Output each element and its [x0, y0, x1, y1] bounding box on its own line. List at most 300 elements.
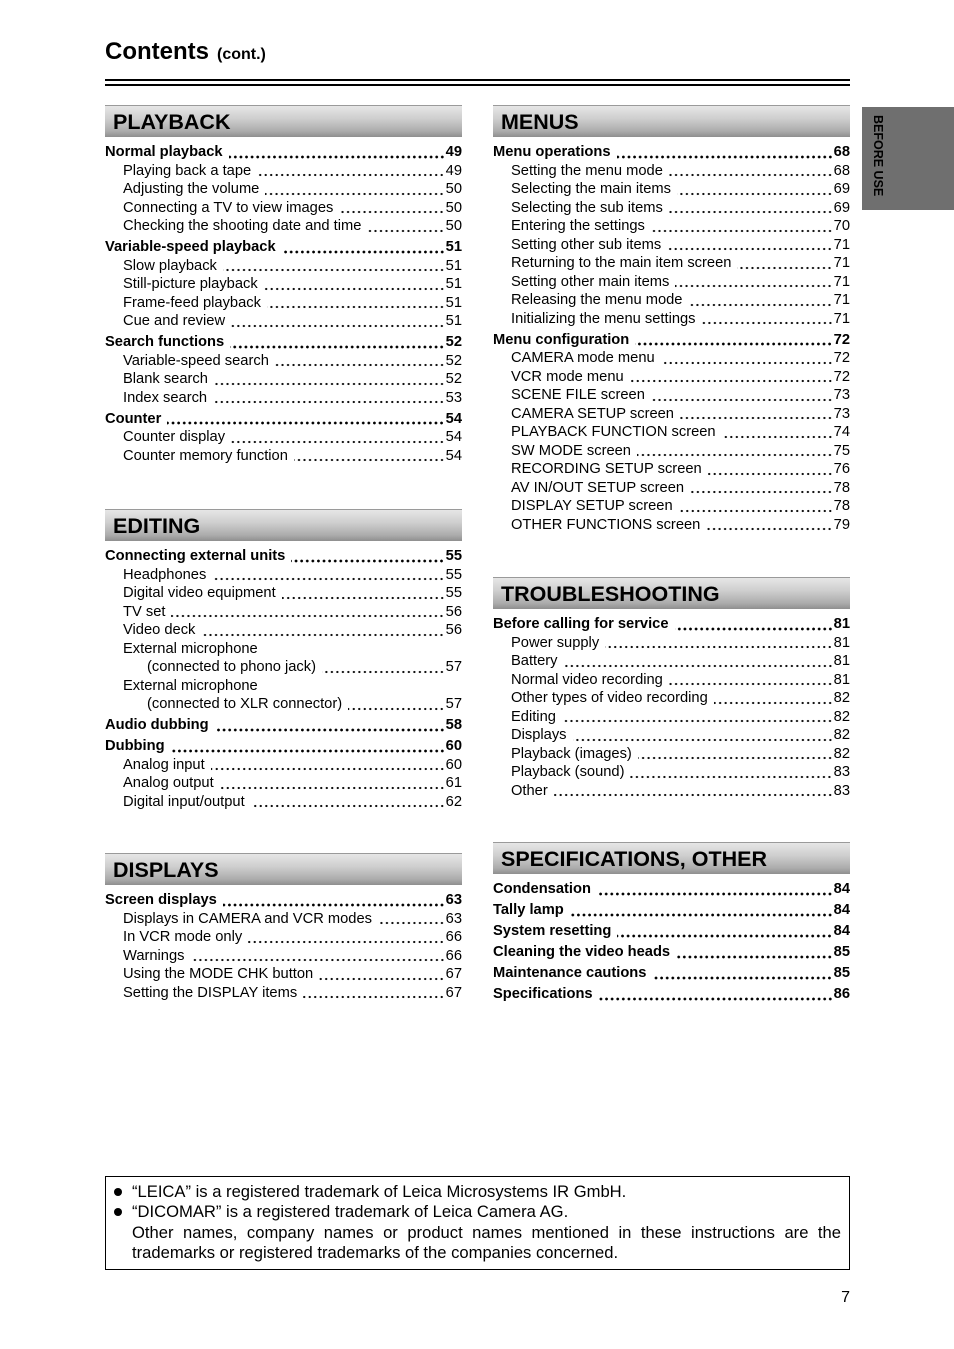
- entry-label: Cleaning the video heads: [493, 944, 671, 960]
- toc-sub-entry: [105, 603, 462, 622]
- dot-leader: [201, 621, 444, 640]
- toc-main-entry: [105, 143, 462, 162]
- dot-leader: [348, 695, 445, 714]
- dot-leader: [638, 745, 833, 764]
- toc-sub-entry: [493, 442, 850, 461]
- dot-leader: [229, 143, 445, 162]
- entry-page-number: 83: [833, 782, 850, 799]
- toc-main-entry: [493, 964, 850, 983]
- entry-page-number: 60: [445, 738, 462, 754]
- page-number: 7: [841, 1289, 850, 1306]
- entry-row: [105, 737, 462, 756]
- toc-sub-entry: [493, 291, 850, 310]
- entry-label: OTHER FUNCTIONS screen: [511, 516, 701, 533]
- toc-sub-entry: [493, 273, 850, 292]
- entry-label: Headphones: [123, 566, 207, 583]
- entry-row: [105, 793, 462, 812]
- toc-sub-entry: [105, 352, 462, 371]
- entry-row: [493, 652, 850, 671]
- toc-sub-entry: [105, 621, 462, 640]
- toc-sub-entry: [105, 965, 462, 984]
- entry-row: [105, 621, 462, 640]
- entry-row: [493, 782, 850, 801]
- dot-leader: [223, 257, 445, 276]
- entry-label: SW MODE screen: [511, 442, 631, 459]
- entry-label: Slow playback: [123, 257, 217, 274]
- entry-row: [493, 143, 850, 162]
- entry-label: In VCR mode only: [123, 929, 243, 945]
- entry-list: [493, 143, 850, 534]
- section-heading: DISPLAYS: [113, 858, 219, 882]
- entry-row: [493, 291, 850, 310]
- entry-row: [493, 254, 850, 273]
- dot-leader: [690, 479, 833, 498]
- entry-page-number: 76: [833, 461, 850, 477]
- toc-sub-entry: [493, 652, 850, 671]
- entry-label: Variable-speed playback: [105, 239, 276, 255]
- toc-sub-entry: [105, 774, 462, 793]
- entry-row: [105, 716, 462, 735]
- entry-page-number: 82: [833, 727, 850, 743]
- entry-page-number: 68: [833, 162, 850, 179]
- entry-page-number: 82: [833, 690, 850, 706]
- dot-leader: [213, 389, 445, 408]
- entry-page-number: 55: [445, 566, 462, 583]
- entry-label: Video deck: [123, 622, 196, 638]
- entry-row: [105, 217, 462, 236]
- toc-sub-entry: [105, 275, 462, 294]
- page-title: [105, 38, 266, 69]
- entry-page-number: 52: [445, 334, 462, 350]
- entry-label: Setting other sub items: [511, 236, 662, 253]
- entry-page-number: 72: [833, 368, 850, 385]
- section-heading-bar: [105, 105, 462, 137]
- dot-leader: [675, 615, 833, 634]
- entry-label: External microphone: [123, 677, 258, 694]
- toc-sub-entry: [493, 634, 850, 653]
- toc-sub-entry: [105, 389, 462, 408]
- entry-row: [493, 405, 850, 424]
- dot-leader: [291, 547, 444, 566]
- entry-label: Condensation: [493, 881, 591, 897]
- dot-leader: [303, 984, 444, 1003]
- entry-label: Displays: [511, 727, 567, 743]
- toc-sub-entry: [105, 793, 462, 812]
- section-heading-bar: [493, 105, 850, 137]
- dot-leader: [562, 708, 833, 727]
- entry-label: CAMERA mode menu: [511, 350, 655, 366]
- entry-label: Before calling for service: [493, 616, 669, 632]
- entry-row: [493, 943, 850, 962]
- chapter-tab-label: BEFORE USE: [871, 115, 885, 197]
- dot-leader: [212, 566, 444, 585]
- entry-label: Selecting the sub items: [511, 199, 663, 216]
- page-title-text: Contents: [105, 38, 209, 65]
- dot-leader: [214, 370, 445, 389]
- entry-row: [105, 199, 462, 218]
- entry-row: [493, 442, 850, 461]
- toc-sub-entry: [105, 257, 462, 276]
- dot-leader: [230, 333, 444, 352]
- entry-label: Counter: [105, 410, 162, 427]
- toc-section-displays: [105, 853, 462, 1002]
- entry-page-number: 60: [445, 756, 462, 773]
- entry-row: [493, 479, 850, 498]
- toc-sub-entry: [493, 671, 850, 690]
- dot-leader: [706, 516, 832, 535]
- entry-page-number: 81: [833, 671, 850, 688]
- entry-list: [493, 615, 850, 800]
- dot-leader: [231, 312, 445, 331]
- entry-row: [105, 333, 462, 352]
- entry-label: Dubbing: [105, 738, 165, 754]
- entry-label-continuation: (connected to phono jack): [147, 659, 317, 675]
- entry-row: [493, 671, 850, 690]
- dot-leader: [211, 756, 445, 775]
- entry-row: [493, 708, 850, 727]
- toc-sub-entry: [105, 162, 462, 181]
- entry-label: Tally lamp: [493, 902, 564, 918]
- toc-section-menus: [493, 105, 850, 534]
- entry-label: Analog input: [123, 756, 205, 773]
- toc-section-editing: [105, 509, 462, 811]
- entry-row: [105, 257, 462, 276]
- entry-page-number: 81: [833, 634, 850, 651]
- entry-page-number: 54: [445, 429, 462, 445]
- entry-page-number: 71: [833, 255, 850, 271]
- toc-sub-entry: [493, 349, 850, 368]
- dot-leader: [171, 737, 445, 756]
- entry-page-number: 52: [445, 352, 462, 369]
- entry-row: [493, 497, 850, 516]
- entry-row: [105, 984, 462, 1003]
- entry-row: [105, 910, 462, 929]
- dot-leader: [635, 331, 832, 350]
- dot-leader: [688, 291, 832, 310]
- entry-row: [105, 180, 462, 199]
- entry-page-number: 55: [445, 548, 462, 564]
- toc-sub-entry: [493, 386, 850, 405]
- entry-label: Other types of video recording: [511, 690, 708, 706]
- entry-label: Playback (images): [511, 745, 632, 762]
- entry-page-number: 53: [445, 389, 462, 406]
- entry-label: Search functions: [105, 334, 225, 350]
- section-heading: TROUBLESHOOTING: [501, 582, 720, 606]
- entry-list: [105, 143, 462, 465]
- dot-leader: [570, 901, 833, 920]
- toc-main-entry: [493, 943, 850, 962]
- section-heading-bar: [493, 577, 850, 609]
- toc-sub-entry: [105, 294, 462, 313]
- entry-page-number: 71: [833, 236, 850, 253]
- entry-label: Specifications: [493, 986, 593, 1002]
- entry-page-number: 82: [833, 745, 850, 762]
- entry-page-number: 84: [833, 902, 850, 918]
- dot-leader: [282, 584, 445, 603]
- dot-leader: [367, 217, 444, 236]
- dot-leader: [651, 386, 833, 405]
- dot-leader: [652, 964, 832, 983]
- dot-leader: [669, 162, 833, 181]
- entry-page-number: 85: [833, 944, 850, 960]
- entry-label: Normal playback: [105, 144, 223, 160]
- entry-label: Other: [511, 782, 548, 799]
- toc-sub-entry: [493, 236, 850, 255]
- entry-label: Setting other main items: [511, 273, 670, 290]
- entry-page-number: 61: [445, 775, 462, 791]
- dot-leader: [215, 716, 445, 735]
- dot-leader: [248, 928, 444, 947]
- dot-leader: [669, 671, 833, 690]
- entry-label: Connecting external units: [105, 548, 286, 564]
- toc-main-entry: [105, 333, 462, 352]
- entry-row: [493, 423, 850, 442]
- toc-sub-entry: [493, 217, 850, 236]
- entry-label: Returning to the main item screen: [511, 255, 732, 271]
- entry-page-number: 81: [833, 653, 850, 669]
- entry-row: [493, 386, 850, 405]
- section-heading-bar: [105, 509, 462, 541]
- entry-page-number: 54: [445, 447, 462, 464]
- entry-label: Index search: [123, 389, 208, 406]
- entry-label: TV set: [123, 603, 166, 620]
- entry-row: [493, 745, 850, 764]
- entry-row: [105, 677, 462, 696]
- entry-page-number: 78: [833, 479, 850, 496]
- entry-row: [493, 964, 850, 983]
- entry-page-number: 66: [445, 947, 462, 964]
- entry-label: Playing back a tape: [123, 162, 252, 179]
- dot-leader: [264, 275, 445, 294]
- toc-sub-entry: [105, 677, 462, 714]
- entry-row: [493, 634, 850, 653]
- toc-sub-entry: [493, 199, 850, 218]
- entry-label: Audio dubbing: [105, 717, 209, 733]
- entry-page-number: 50: [445, 199, 462, 216]
- dot-leader: [319, 965, 444, 984]
- entry-page-number: 78: [833, 498, 850, 514]
- entry-row: [493, 217, 850, 236]
- entry-row-continuation: [105, 658, 462, 677]
- entry-label: Editing: [511, 708, 556, 725]
- dot-leader: [737, 254, 832, 273]
- toc-main-entry: [105, 410, 462, 429]
- bullet-icon: [114, 1202, 132, 1222]
- dot-leader: [637, 442, 833, 461]
- entry-label: Displays in CAMERA and VCR modes: [123, 910, 372, 927]
- entry-row: [493, 199, 850, 218]
- dot-leader: [630, 368, 833, 387]
- title-double-rule-top: [105, 79, 850, 81]
- toc-sub-entry: [493, 497, 850, 516]
- entry-page-number: 85: [833, 965, 850, 981]
- dot-leader: [378, 910, 445, 929]
- entry-page-number: 72: [833, 331, 850, 348]
- entry-label: Frame-feed playback: [123, 294, 261, 311]
- entry-label: Setting the DISPLAY items: [123, 984, 298, 1001]
- dot-leader: [257, 162, 444, 181]
- section-heading-bar: [105, 853, 462, 885]
- entry-label: DISPLAY SETUP screen: [511, 498, 673, 514]
- entry-label: Checking the shooting date and time: [123, 218, 362, 234]
- dot-leader: [680, 405, 833, 424]
- entry-label: Analog output: [123, 775, 214, 791]
- entry-row: [493, 516, 850, 535]
- dot-leader: [714, 689, 833, 708]
- entry-page-number: 73: [833, 405, 850, 422]
- dot-leader: [251, 793, 445, 812]
- toc-sub-entry: [105, 584, 462, 603]
- entry-row: [105, 352, 462, 371]
- entry-row: [493, 180, 850, 199]
- entry-page-number: 56: [445, 603, 462, 620]
- entry-page-number: 49: [445, 162, 462, 179]
- dot-leader: [722, 423, 833, 442]
- dot-leader: [667, 236, 832, 255]
- entry-label: PLAYBACK FUNCTION screen: [511, 424, 716, 440]
- dot-leader: [275, 352, 445, 371]
- toc-sub-entry: [105, 428, 462, 447]
- toc-sub-entry: [105, 199, 462, 218]
- entry-page-number: 71: [833, 273, 850, 290]
- entry-row: [105, 370, 462, 389]
- dot-leader: [661, 349, 833, 368]
- notice-bullet-text: “LEICA” is a registered trademark of Leica Microsystems IR GmbH.: [132, 1182, 627, 1201]
- chapter-tab: [862, 107, 954, 210]
- dot-leader: [564, 652, 833, 671]
- entry-label: Counter memory function: [123, 447, 288, 464]
- entry-row: [493, 273, 850, 292]
- entry-row: [493, 985, 850, 1004]
- entry-label: Cue and review: [123, 313, 226, 329]
- dot-leader: [597, 880, 833, 899]
- toc-sub-entry: [493, 745, 850, 764]
- entry-page-number: 69: [833, 199, 850, 216]
- entry-page-number: 50: [445, 218, 462, 234]
- entry-label: SCENE FILE screen: [511, 387, 645, 403]
- entry-page-number: 86: [833, 986, 850, 1002]
- notice-paragraph: Other names, company names or product names mentioned in these instructions are the trademarks or registered trademarks of the companies concerned.: [132, 1222, 841, 1262]
- toc-sub-entry: [493, 405, 850, 424]
- dot-leader: [231, 428, 445, 447]
- dot-leader: [322, 658, 445, 677]
- entry-label: RECORDING SETUP screen: [511, 461, 702, 477]
- title-double-rule-bottom: [105, 84, 850, 86]
- entry-page-number: 70: [833, 218, 850, 234]
- entry-row: [105, 238, 462, 257]
- toc-main-entry: [493, 901, 850, 920]
- toc-sub-entry: [493, 180, 850, 199]
- entry-page-number: 51: [445, 276, 462, 292]
- toc-sub-entry: [105, 180, 462, 199]
- entry-row: [105, 162, 462, 181]
- toc-main-entry: [105, 737, 462, 756]
- entry-row: [493, 763, 850, 782]
- entry-page-number: 73: [833, 387, 850, 403]
- entry-label-continuation: (connected to XLR connector): [147, 696, 343, 712]
- entry-row: [105, 547, 462, 566]
- entry-page-number: 71: [833, 292, 850, 308]
- toc-main-entry: [105, 547, 462, 566]
- entry-row: [493, 368, 850, 387]
- notice-bullet-item: [114, 1202, 841, 1222]
- dot-leader: [282, 238, 445, 257]
- entry-row: [105, 603, 462, 622]
- toc-main-entry: [493, 985, 850, 1004]
- toc-sub-entry: [493, 782, 850, 801]
- entry-row: [493, 236, 850, 255]
- entry-label: Playback (sound): [511, 764, 625, 780]
- dot-leader: [167, 410, 444, 429]
- entry-label: Digital input/output: [123, 793, 245, 810]
- entry-list: [493, 880, 850, 1004]
- entry-row: [105, 640, 462, 659]
- entry-page-number: 81: [833, 616, 850, 632]
- entry-page-number: 56: [445, 622, 462, 638]
- toc-section-specifications-other: [493, 842, 850, 1004]
- entry-label: AV IN/OUT SETUP screen: [511, 479, 685, 496]
- dot-leader: [605, 634, 832, 653]
- entry-label: Adjusting the volume: [123, 181, 260, 197]
- entry-label: Initializing the menu settings: [511, 310, 696, 327]
- entry-page-number: 51: [445, 294, 462, 311]
- dot-leader: [651, 217, 833, 236]
- toc-sub-entry: [493, 460, 850, 479]
- toc-sub-entry: [493, 689, 850, 708]
- toc-main-entry: [493, 615, 850, 634]
- toc-sub-entry: [493, 763, 850, 782]
- toc-sub-entry: [493, 516, 850, 535]
- entry-row: [105, 584, 462, 603]
- entry-page-number: 52: [445, 371, 462, 387]
- entry-page-number: 57: [445, 696, 462, 712]
- entry-label: Blank search: [123, 371, 208, 387]
- dot-leader: [265, 180, 444, 199]
- entry-page-number: 49: [445, 144, 462, 160]
- entry-row: [493, 689, 850, 708]
- entry-row: [105, 447, 462, 466]
- toc-sub-entry: [493, 368, 850, 387]
- entry-label: External microphone: [123, 640, 258, 657]
- toc-sub-entry: [105, 370, 462, 389]
- dot-leader: [339, 199, 444, 218]
- entry-page-number: 63: [445, 910, 462, 927]
- entry-page-number: 51: [445, 313, 462, 329]
- entry-page-number: 67: [445, 984, 462, 1001]
- entry-row: [105, 566, 462, 585]
- entry-row-continuation: [105, 695, 462, 714]
- entry-row: [493, 349, 850, 368]
- entry-label: Battery: [511, 653, 558, 669]
- dot-leader: [223, 891, 445, 910]
- section-heading: PLAYBACK: [113, 110, 231, 134]
- dot-leader: [191, 947, 445, 966]
- toc-main-entry: [105, 238, 462, 257]
- entry-row: [105, 389, 462, 408]
- entry-row: [493, 331, 850, 350]
- toc-sub-entry: [105, 312, 462, 331]
- bullet-icon: [114, 1182, 132, 1202]
- entry-page-number: 55: [445, 585, 462, 601]
- notice-bullet-text: “DICOMAR” is a registered trademark of Leica Camera AG.: [132, 1202, 569, 1222]
- trademark-notice: [105, 1176, 850, 1270]
- entry-page-number: 71: [833, 310, 850, 327]
- entry-page-number: 54: [445, 410, 462, 427]
- entry-label: Menu configuration: [493, 331, 630, 348]
- entry-row: [105, 428, 462, 447]
- toc-sub-entry: [493, 254, 850, 273]
- toc-sub-entry: [105, 217, 462, 236]
